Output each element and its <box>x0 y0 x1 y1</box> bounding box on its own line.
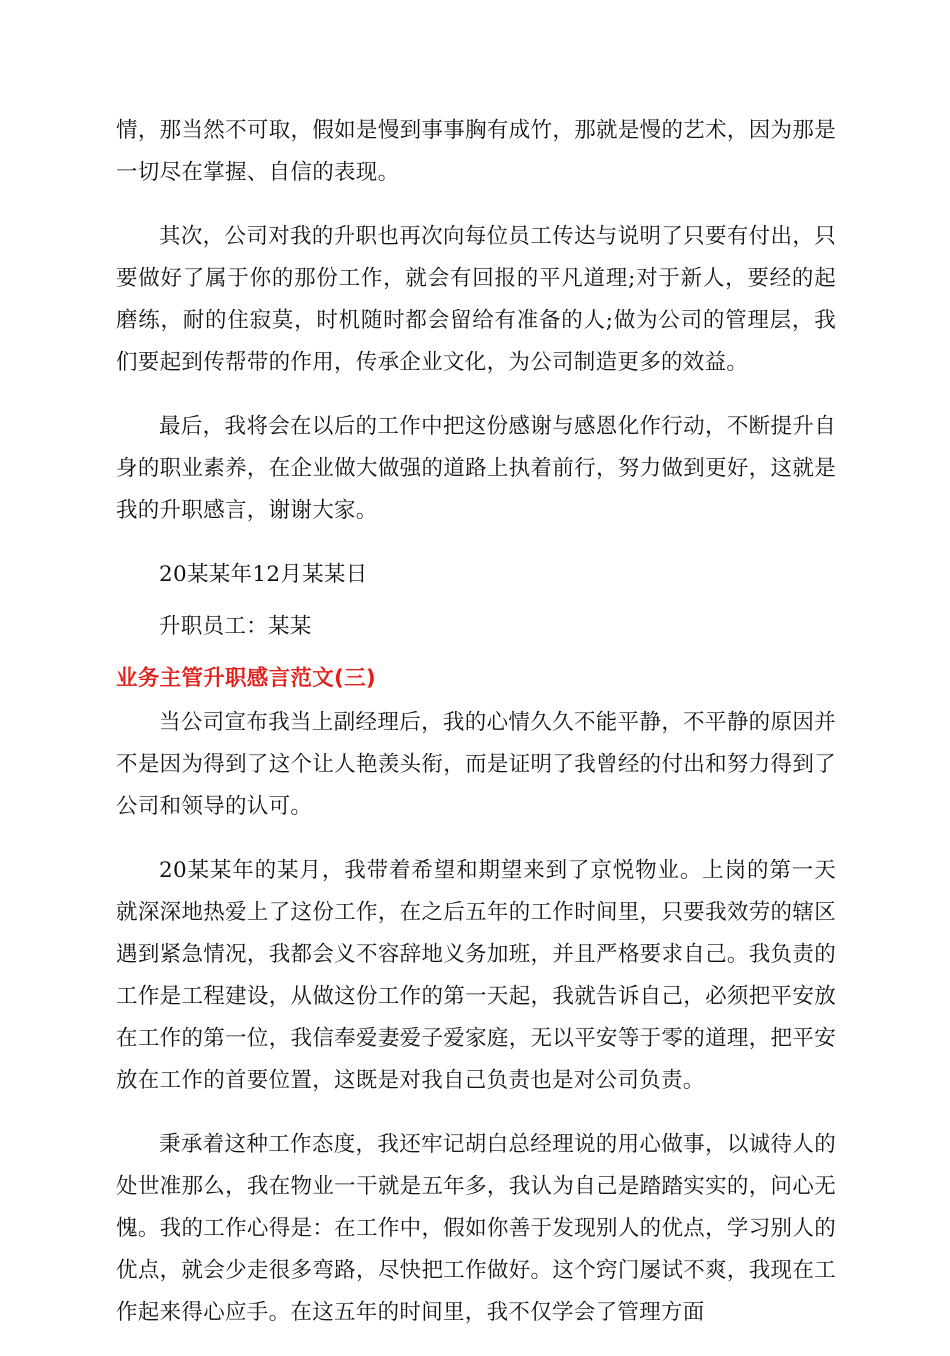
document-page <box>116 110 836 1356</box>
paragraph-continuation: 情，那当然不可取，假如是慢到事事胸有成竹，那就是慢的艺术，因为那是一切尽在掌握、自信的表现。 <box>116 118 836 185</box>
section-heading: 业务主管升职感言范文(三) <box>116 666 377 691</box>
paragraph-attitude: 秉承着这种工作态度，我还牢记胡白总经理说的用心做事，以诚待人的处世准那么，我在物业一干就是五年多，我认为自己是踏踏实实的，问心无愧。我的工作心得是：在工作中，假如你善于发现别人的优点，学习别人的优点，就会少走很多弯路，尽快把工作做好。这个窍门屡试不爽，我现在工作起来得心应手。在这五年的时间里，我不仅学会了管理方面 <box>116 1132 836 1325</box>
paragraph-announcement: 当公司宣布我当上副经理后，我的心情久久不能平静，不平静的原因并不是因为得到了这个让人艳羡头衔，而是证明了我曾经的付出和努力得到了公司和领导的认可。 <box>116 710 836 819</box>
paragraph-secondly: 其次，公司对我的升职也再次向每位员工传达与说明了只要有付出，只要做好了属于你的那份工作，就会有回报的平凡道理;对于新人，要经的起磨练，耐的住寂莫，时机随时都会留给有准备的人;做为公司的管理层，我们要起到传帮带的作用，传承企业文化，为公司制造更多的效益。 <box>116 224 836 375</box>
signature-line: 升职员工：某某 <box>159 614 312 639</box>
paragraph-history: 20某某年的某月，我带着希望和期望来到了京悦物业。上岗的第一天就深深地热爱上了这份工作，在之后五年的工作时间里，只要我效劳的辖区遇到紧急情况，我都会义不容辞地义务加班，并且严格要求自己。我负责的工作是工程建设，从做这份工作的第一天起，我就告诉自己，必须把平安放在工作的第一位，我信奉爱妻爱子爱家庭，无以平安等于零的道理，把平安放在工作的首要位置，这既是对我自己负责也是对公司负责。 <box>116 858 836 1093</box>
date-line: 20某某年12月某某日 <box>159 562 368 587</box>
paragraph-finally: 最后，我将会在以后的工作中把这份感谢与感恩化作行动，不断提升自身的职业素养，在企业做大做强的道路上执着前行，努力做到更好，这就是我的升职感言，谢谢大家。 <box>116 414 836 523</box>
